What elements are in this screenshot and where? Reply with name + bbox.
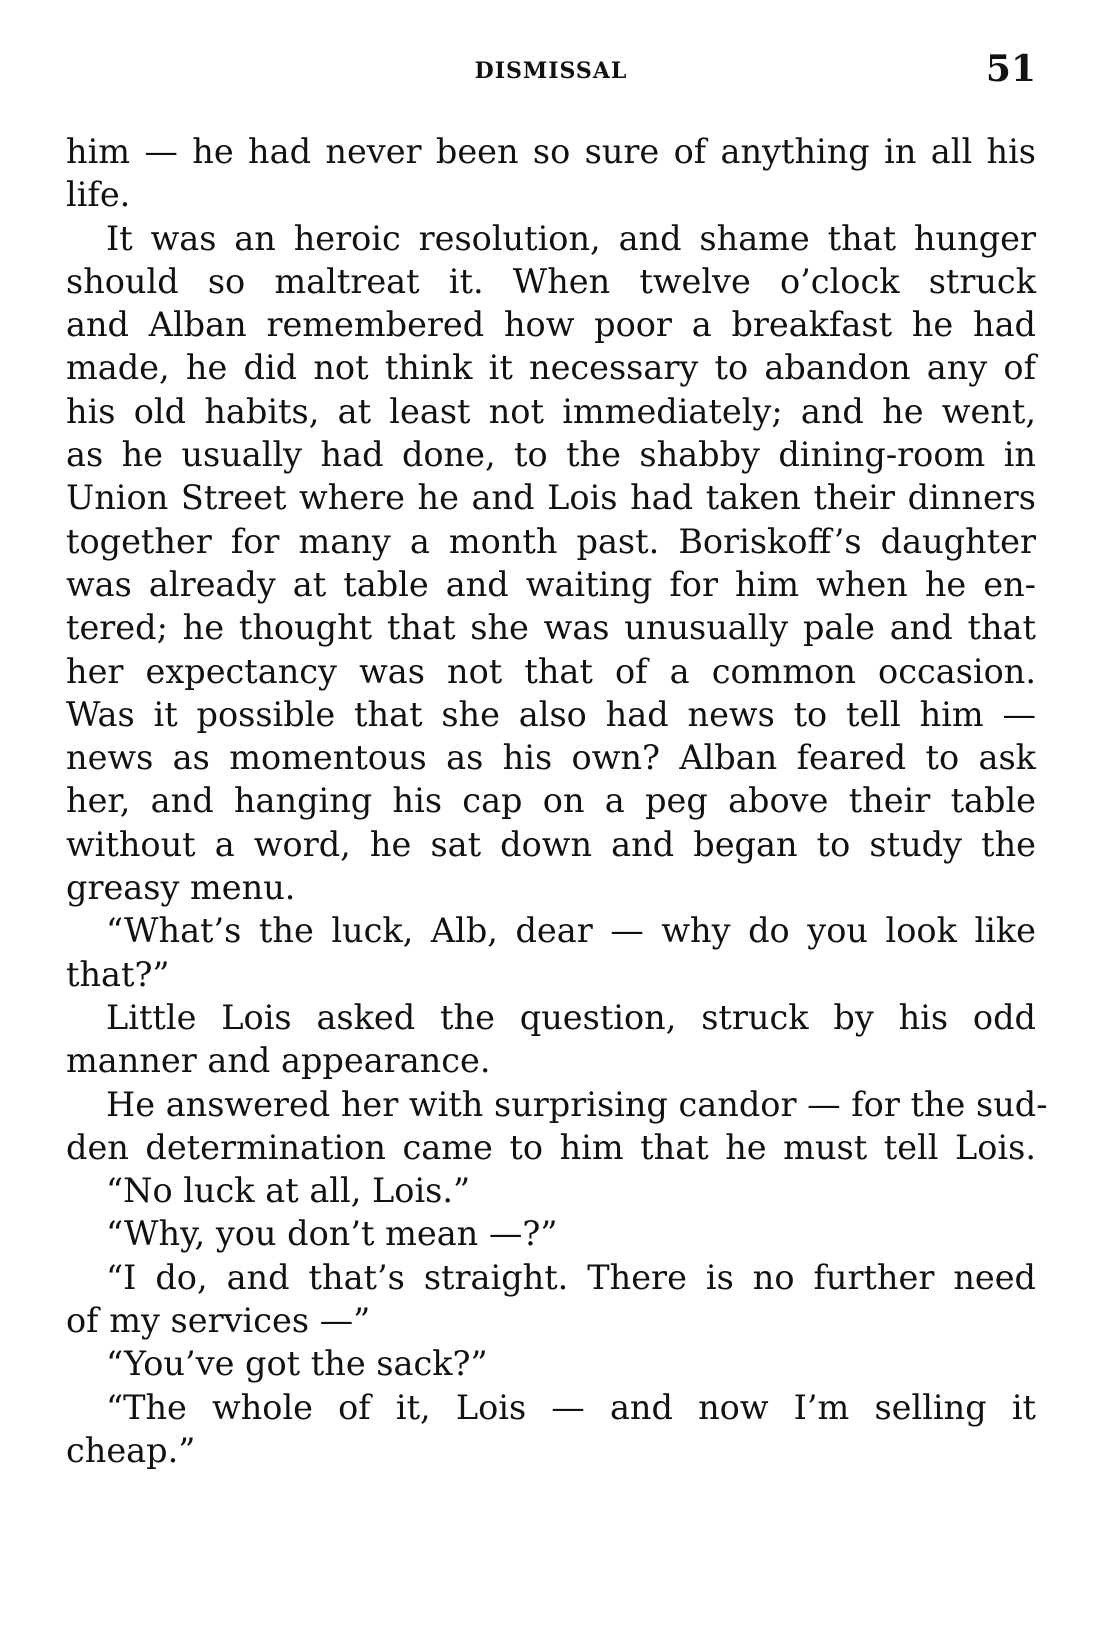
text-line: “Why, you don’t mean —?”: [106, 1214, 558, 1254]
text-line: Union Street where he and Lois had taken their dinners: [66, 478, 1036, 518]
text-line: that?”: [66, 954, 170, 994]
running-head: [66, 48, 1036, 98]
text-line: made, he did not think it necessary to abandon any of: [66, 348, 1036, 388]
text-line: Little Lois asked the question, struck by his odd: [106, 997, 1036, 1037]
text-line: without a word, he sat down and began to study the: [66, 824, 1036, 864]
text-line: and Alban remembered how poor a breakfast he had: [66, 305, 1036, 345]
text-line: her expectancy was not that of a common occasion.: [66, 651, 1036, 691]
text-line: life.: [66, 175, 131, 215]
text-line: together for many a month past. Boriskoff’s daughter: [66, 521, 1036, 561]
text-line: “You’ve got the sack?”: [106, 1344, 488, 1384]
text-line: cheap.”: [66, 1430, 196, 1470]
text-line: Was it possible that she also had news to tell him —: [66, 694, 1036, 734]
text-line: tered; he thought that she was unusually pale and that: [66, 608, 1036, 648]
text-line: He answered her with surprising candor — for the sud-: [106, 1084, 1048, 1124]
text-line: manner and appearance.: [66, 1041, 491, 1081]
text-line: den determination came to him that he must tell Lois.: [66, 1127, 1036, 1167]
text-line: his old habits, at least not immediately; and he went,: [66, 391, 1036, 431]
body-text: [66, 130, 1048, 1472]
text-line: “What’s the luck, Alb, dear — why do you look like: [106, 911, 1036, 951]
text-line: news as momentous as his own? Alban feared to ask: [66, 738, 1036, 778]
page-number: 51: [985, 48, 1036, 90]
text-line: of my services —”: [66, 1301, 371, 1341]
text-line: It was an heroic resolution, and shame that hunger: [106, 218, 1036, 258]
text-line: should so maltreat it. When twelve o’clock struck: [66, 261, 1036, 301]
text-line: him — he had never been so sure of anything in all his: [66, 132, 1036, 171]
running-title: DISMISSAL: [474, 58, 628, 84]
text-line: greasy menu.: [66, 868, 296, 908]
text-line: “The whole of it, Lois — and now I’m selling it: [106, 1387, 1036, 1427]
text-line: “No luck at all, Lois.”: [106, 1171, 471, 1211]
text-line: as he usually had done, to the shabby dining-room in: [66, 435, 1036, 475]
text-line: “I do, and that’s straight. There is no further need: [106, 1257, 1036, 1297]
text-line: her, and hanging his cap on a peg above their table: [66, 781, 1036, 821]
text-line: was already at table and waiting for him when he en-: [66, 564, 1036, 604]
